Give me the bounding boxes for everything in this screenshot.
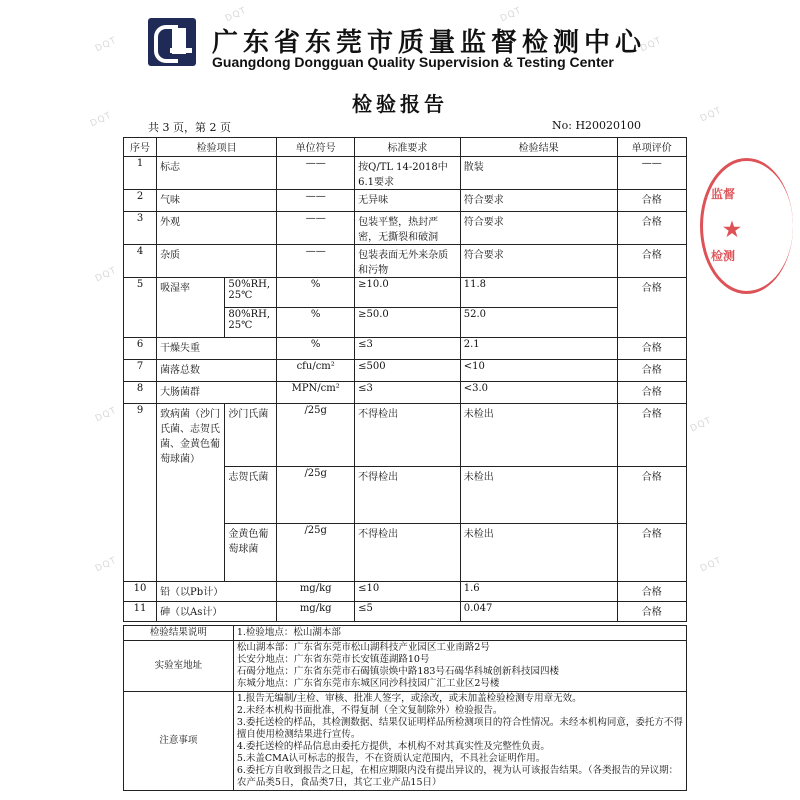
watermark: DQT bbox=[88, 110, 114, 130]
cell-req: 不得检出 bbox=[355, 524, 461, 582]
col-header: 标准要求 bbox=[355, 138, 461, 157]
cell-result: 1.6 bbox=[460, 582, 617, 602]
cell-unit: mg/kg bbox=[277, 602, 355, 622]
cell-unit: /25g bbox=[277, 524, 355, 582]
cell-no: 4 bbox=[124, 245, 157, 278]
cell-unit: % bbox=[277, 278, 355, 308]
notice-line: 6.委托方自收到报告之日起，在相应期限内没有提出异议的，视为认可该报告结果。（各类报告的异议期：农产品类5日，食品类7日，其它工业产品15日） bbox=[236, 765, 679, 788]
col-header: 检验项目 bbox=[157, 138, 277, 157]
report-title: 检验报告 bbox=[352, 92, 448, 116]
cell-no: 6 bbox=[124, 338, 157, 360]
watermark: DQT bbox=[223, 5, 249, 25]
col-header: 单位符号 bbox=[277, 138, 355, 157]
watermark: DQT bbox=[93, 405, 119, 425]
watermark: DQT bbox=[698, 105, 724, 125]
table-row bbox=[124, 382, 687, 404]
table-row bbox=[124, 157, 687, 190]
table-row bbox=[124, 338, 687, 360]
cell-subitem: 80%RH, 25℃ bbox=[225, 308, 277, 338]
col-header: 单项评价 bbox=[617, 138, 686, 157]
cell-no: 11 bbox=[124, 602, 157, 622]
watermark: DQT bbox=[698, 555, 724, 575]
watermark: DQT bbox=[93, 265, 119, 285]
cell-result: 散装 bbox=[460, 157, 617, 190]
watermark: DQT bbox=[638, 35, 664, 55]
table-row bbox=[124, 582, 687, 602]
notes-row bbox=[124, 641, 687, 692]
notes-label: 注意事项 bbox=[124, 692, 234, 791]
cell-eval: 合格 bbox=[617, 404, 686, 467]
cell-result: 符合要求 bbox=[460, 190, 617, 212]
watermark: DQT bbox=[498, 5, 524, 25]
cell-req: ≤3 bbox=[355, 338, 461, 360]
lab-address-list bbox=[233, 641, 686, 692]
table-row bbox=[124, 278, 687, 308]
notes-label: 实验室地址 bbox=[124, 641, 234, 692]
cell-eval: 合格 bbox=[617, 338, 686, 360]
col-header: 检验结果 bbox=[460, 138, 617, 157]
cell-item: 铅（以Pb计） bbox=[157, 582, 277, 602]
dqt-logo bbox=[148, 18, 196, 66]
notice-line: 3.委托送检的样品，其检测数据、结果仅证明样品所检测项目的符合性情况。未经本机构同意，委托方不得擅自使用检测结果进行宣传。 bbox=[236, 717, 683, 740]
cell-unit: —— bbox=[277, 157, 355, 190]
cell-no: 3 bbox=[124, 212, 157, 245]
report-number: No: H20020100 bbox=[552, 119, 642, 132]
notice-line: 1.报告无编制/主检、审核、批准人签字，或涂改，或未加盖检验检测专用章无效。 bbox=[236, 693, 582, 704]
cell-req: ≤10 bbox=[355, 582, 461, 602]
cell-unit: mg/kg bbox=[277, 582, 355, 602]
cell-subitem: 沙门氏菌 bbox=[225, 404, 277, 467]
cell-no: 2 bbox=[124, 190, 157, 212]
cell-result: 未检出 bbox=[460, 404, 617, 467]
cell-no: 1 bbox=[124, 157, 157, 190]
cell-unit: cfu/cm² bbox=[277, 360, 355, 382]
cell-eval: 合格 bbox=[617, 278, 686, 338]
cell-result: 符合要求 bbox=[460, 212, 617, 245]
notes-label: 检验结果说明 bbox=[124, 626, 234, 641]
cell-req: 无异味 bbox=[355, 190, 461, 212]
notice-line: 2.未经本机构书面批准，不得复制（全文复制除外）检验报告。 bbox=[236, 705, 503, 716]
cell-req: 包装表面无外来杂质和污物 bbox=[355, 245, 461, 278]
col-header: 序号 bbox=[124, 138, 157, 157]
cell-req: 不得检出 bbox=[355, 467, 461, 524]
cell-subitem: 志贺氏菌 bbox=[225, 467, 277, 524]
cell-eval: —— bbox=[617, 157, 686, 190]
red-seal-stamp: 监督 ★ 检测 bbox=[700, 158, 793, 294]
cell-eval: 合格 bbox=[617, 524, 686, 582]
cell-unit: /25g bbox=[277, 467, 355, 524]
cell-eval: 合格 bbox=[617, 382, 686, 404]
cell-subitem: 金黄色葡萄球菌 bbox=[225, 524, 277, 582]
watermark: DQT bbox=[93, 35, 119, 55]
cell-result: 符合要求 bbox=[460, 245, 617, 278]
cell-req: ≤5 bbox=[355, 602, 461, 622]
cell-eval: 合格 bbox=[617, 602, 686, 622]
cell-result: 未检出 bbox=[460, 524, 617, 582]
table-header-row bbox=[124, 138, 687, 157]
notice-line: 4.委托送检的样品信息由委托方提供，本机构不对其真实性及完整性负责。 bbox=[236, 741, 550, 752]
table-row bbox=[124, 404, 687, 467]
cell-item: 砷（以As计） bbox=[157, 602, 277, 622]
cell-req: 按Q/TL 14-2018中6.1要求 bbox=[355, 157, 461, 190]
cell-item: 外观 bbox=[157, 212, 277, 245]
cell-item: 致病菌（沙门氏菌、志贺氏菌、金黄色葡萄球菌） bbox=[157, 404, 225, 582]
cell-result: <10 bbox=[460, 360, 617, 382]
cell-no: 9 bbox=[124, 404, 157, 582]
page-info: 共 3 页，第 2 页 bbox=[148, 121, 231, 134]
cell-item: 菌落总数 bbox=[157, 360, 277, 382]
cell-result: 未检出 bbox=[460, 467, 617, 524]
cell-result: <3.0 bbox=[460, 382, 617, 404]
table-row bbox=[124, 245, 687, 278]
address-line: 石碣分地点：广东省东莞市石碣镇崇焕中路183号石碣华科城创新科技园四楼 bbox=[236, 666, 559, 677]
cell-req: 包装平整，热封严密，无撕裂和破洞 bbox=[355, 212, 461, 245]
org-name-en: Guangdong Dongguan Quality Supervision & Testing Center bbox=[212, 54, 614, 70]
cell-unit: —— bbox=[277, 190, 355, 212]
cell-item: 气味 bbox=[157, 190, 277, 212]
cell-no: 10 bbox=[124, 582, 157, 602]
cell-unit: % bbox=[277, 338, 355, 360]
cell-item: 吸湿率 bbox=[157, 278, 225, 338]
cell-item: 大肠菌群 bbox=[157, 382, 277, 404]
cell-eval: 合格 bbox=[617, 360, 686, 382]
cell-unit: MPN/cm² bbox=[277, 382, 355, 404]
cell-eval: 合格 bbox=[617, 190, 686, 212]
cell-result: 0.047 bbox=[460, 602, 617, 622]
cell-unit: /25g bbox=[277, 404, 355, 467]
watermark: DQT bbox=[688, 415, 714, 435]
cell-unit: —— bbox=[277, 245, 355, 278]
watermark: DQT bbox=[93, 555, 119, 575]
cell-eval: 合格 bbox=[617, 245, 686, 278]
results-table bbox=[123, 137, 687, 622]
cell-result: 52.0 bbox=[460, 308, 617, 338]
cell-no: 7 bbox=[124, 360, 157, 382]
cell-unit: —— bbox=[277, 212, 355, 245]
cell-result: 11.8 bbox=[460, 278, 617, 308]
notes-table bbox=[123, 625, 687, 791]
cell-req: ≤500 bbox=[355, 360, 461, 382]
table-row bbox=[124, 212, 687, 245]
cell-req: ≤3 bbox=[355, 382, 461, 404]
cell-item: 杂质 bbox=[157, 245, 277, 278]
cell-eval: 合格 bbox=[617, 212, 686, 245]
cell-req: ≥10.0 bbox=[355, 278, 461, 308]
table-row bbox=[124, 190, 687, 212]
cell-req: ≥50.0 bbox=[355, 308, 461, 338]
table-row bbox=[124, 360, 687, 382]
cell-req: 不得检出 bbox=[355, 404, 461, 467]
cell-result: 2.1 bbox=[460, 338, 617, 360]
address-line: 东城分地点：广东省东莞市东城区同沙科技园广汇工业区2号楼 bbox=[236, 678, 500, 689]
cell-eval: 合格 bbox=[617, 582, 686, 602]
cell-eval: 合格 bbox=[617, 467, 686, 524]
cell-no: 8 bbox=[124, 382, 157, 404]
notice-list bbox=[233, 692, 686, 791]
notice-line: 5.未盖CMA认可标志的报告，不在资质认定范围内，不具社会证明作用。 bbox=[236, 753, 546, 764]
table-row bbox=[124, 602, 687, 622]
org-name-cn: 广东省东莞市质量监督检测中心 bbox=[212, 28, 647, 58]
notes-row bbox=[124, 626, 687, 641]
cell-item: 干燥失重 bbox=[157, 338, 277, 360]
notes-value: 1.检验地点：松山湖本部 bbox=[233, 626, 686, 641]
cell-item: 标志 bbox=[157, 157, 277, 190]
cell-unit: % bbox=[277, 308, 355, 338]
cell-no: 5 bbox=[124, 278, 157, 338]
cell-subitem: 50%RH, 25℃ bbox=[225, 278, 277, 308]
address-line: 松山湖本部：广东省东莞市松山湖科技产业园区工业南路2号 bbox=[236, 642, 490, 653]
address-line: 长安分地点：广东省东莞市长安镇莲湖路10号 bbox=[236, 654, 430, 665]
notes-row bbox=[124, 692, 687, 791]
